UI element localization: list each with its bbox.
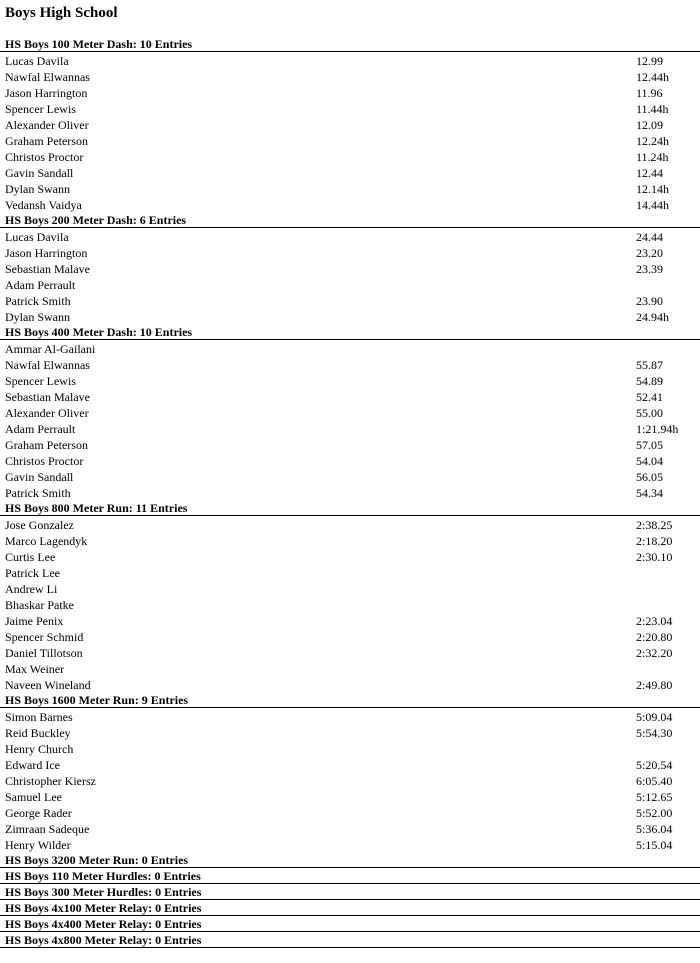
seed-mark: 56.05 bbox=[636, 470, 663, 484]
athlete-name: Adam Perrault bbox=[5, 422, 76, 436]
seed-mark: 54.04 bbox=[636, 454, 663, 468]
athlete-name: Andrew Li bbox=[5, 582, 58, 596]
seed-mark: 54.89 bbox=[636, 374, 663, 388]
entry-row bbox=[0, 357, 700, 373]
event-section bbox=[0, 213, 700, 325]
entry-row bbox=[0, 581, 700, 597]
event-section bbox=[0, 933, 700, 948]
seed-mark: 23.90 bbox=[636, 294, 663, 308]
athlete-name: Patrick Lee bbox=[5, 566, 60, 580]
athlete-name: Vedansh Vaidya bbox=[5, 198, 82, 212]
athlete-name: Gavin Sandall bbox=[5, 166, 74, 180]
athlete-name: George Rader bbox=[5, 806, 72, 820]
entry-row bbox=[0, 805, 700, 821]
event-header: HS Boys 4x800 Meter Relay: 0 Entries bbox=[0, 933, 700, 948]
athlete-name: Henry Church bbox=[5, 742, 74, 756]
athlete-name: Daniel Tillotson bbox=[5, 646, 83, 660]
entry-row bbox=[0, 181, 700, 197]
seed-mark: 6:05.40 bbox=[636, 774, 673, 788]
seed-mark: 2:49.80 bbox=[636, 678, 673, 692]
entry-row bbox=[0, 293, 700, 309]
seed-mark: 52.41 bbox=[636, 390, 663, 404]
seed-mark: 54.34 bbox=[636, 486, 663, 500]
entry-row bbox=[0, 773, 700, 789]
athlete-name: Alexander Oliver bbox=[5, 118, 89, 132]
entry-row bbox=[0, 53, 700, 69]
entry-row bbox=[0, 485, 700, 501]
seed-mark: 12.14h bbox=[636, 182, 669, 196]
seed-mark: 1:21.94h bbox=[636, 422, 679, 436]
athlete-name: Patrick Smith bbox=[5, 294, 71, 308]
entry-row bbox=[0, 101, 700, 117]
athlete-name: Edward Ice bbox=[5, 758, 60, 772]
seed-mark: 5:09.04 bbox=[636, 710, 673, 724]
entry-row bbox=[0, 85, 700, 101]
entry-row bbox=[0, 149, 700, 165]
entry-row bbox=[0, 229, 700, 245]
athlete-name: Spencer Lewis bbox=[5, 374, 76, 388]
entry-row bbox=[0, 165, 700, 181]
entry-row bbox=[0, 117, 700, 133]
entry-row bbox=[0, 421, 700, 437]
athlete-name: Alexander Oliver bbox=[5, 406, 89, 420]
athlete-name: Dylan Swann bbox=[5, 182, 70, 196]
athlete-name: Marco Lagendyk bbox=[5, 534, 88, 548]
seed-mark: 23.20 bbox=[636, 246, 663, 260]
entry-row bbox=[0, 405, 700, 421]
athlete-name: Lucas Davila bbox=[5, 230, 69, 244]
event-section bbox=[0, 901, 700, 916]
athlete-name: Gavin Sandall bbox=[5, 470, 74, 484]
athlete-name: Christos Proctor bbox=[5, 150, 84, 164]
seed-mark: 2:30.10 bbox=[636, 550, 673, 564]
entry-row bbox=[0, 437, 700, 453]
seed-mark: 5:20.54 bbox=[636, 758, 673, 772]
seed-mark: 5:52.00 bbox=[636, 806, 673, 820]
event-header: HS Boys 300 Meter Hurdles: 0 Entries bbox=[0, 885, 700, 900]
entry-row bbox=[0, 789, 700, 805]
entry-row bbox=[0, 645, 700, 661]
entry-row bbox=[0, 517, 700, 533]
athlete-name: Curtis Lee bbox=[5, 550, 56, 564]
seed-mark: 5:36.04 bbox=[636, 822, 673, 836]
entry-row bbox=[0, 533, 700, 549]
event-header: HS Boys 1600 Meter Run: 9 Entries bbox=[0, 693, 700, 708]
seed-mark: 14.44h bbox=[636, 198, 669, 212]
athlete-name: Zimraan Sadeque bbox=[5, 822, 90, 836]
seed-mark: 2:32.20 bbox=[636, 646, 673, 660]
athlete-name: Graham Peterson bbox=[5, 134, 88, 148]
seed-mark: 12.09 bbox=[636, 118, 663, 132]
seed-mark: 23.39 bbox=[636, 262, 663, 276]
seed-mark: 5:54.30 bbox=[636, 726, 673, 740]
event-section bbox=[0, 917, 700, 932]
athlete-name: Simon Barnes bbox=[5, 710, 73, 724]
athlete-name: Jason Harrington bbox=[5, 86, 88, 100]
entry-row bbox=[0, 837, 700, 853]
events-list bbox=[0, 37, 700, 949]
seed-mark: 24.44 bbox=[636, 230, 663, 244]
seed-mark: 57.05 bbox=[636, 438, 663, 452]
entry-row bbox=[0, 389, 700, 405]
athlete-name: Nawfal Elwannas bbox=[5, 358, 90, 372]
seed-mark: 12.24h bbox=[636, 134, 669, 148]
entry-row bbox=[0, 133, 700, 149]
athlete-name: Sebastian Malave bbox=[5, 262, 90, 276]
athlete-name: Henry Wilder bbox=[5, 838, 71, 852]
entry-row bbox=[0, 197, 700, 213]
athlete-name: Patrick Smith bbox=[5, 486, 71, 500]
seed-mark: 5:12.65 bbox=[636, 790, 673, 804]
seed-mark: 2:18.20 bbox=[636, 534, 673, 548]
event-header: HS Boys 4x100 Meter Relay: 0 Entries bbox=[0, 901, 700, 916]
seed-mark: 12.44h bbox=[636, 70, 669, 84]
athlete-name: Ammar Al-Gailani bbox=[5, 342, 96, 356]
seed-mark: 12.99 bbox=[636, 54, 663, 68]
seed-mark: 12.44 bbox=[636, 166, 663, 180]
entry-row bbox=[0, 725, 700, 741]
athlete-name: Lucas Davila bbox=[5, 54, 69, 68]
event-section bbox=[0, 325, 700, 501]
event-header: HS Boys 800 Meter Run: 11 Entries bbox=[0, 501, 700, 516]
seed-mark: 5:15.04 bbox=[636, 838, 673, 852]
entry-row bbox=[0, 613, 700, 629]
seed-mark: 2:23.04 bbox=[636, 614, 673, 628]
athlete-name: Graham Peterson bbox=[5, 438, 88, 452]
athlete-name: Jason Harrington bbox=[5, 246, 88, 260]
event-header: HS Boys 200 Meter Dash: 6 Entries bbox=[0, 213, 700, 228]
athlete-name: Bhaskar Patke bbox=[5, 598, 74, 612]
entry-row bbox=[0, 709, 700, 725]
entry-row bbox=[0, 69, 700, 85]
event-header: HS Boys 100 Meter Dash: 10 Entries bbox=[0, 37, 700, 52]
event-section bbox=[0, 869, 700, 884]
athlete-name: Christos Proctor bbox=[5, 454, 84, 468]
entry-row bbox=[0, 261, 700, 277]
athlete-name: Jaime Penix bbox=[5, 614, 64, 628]
entry-row bbox=[0, 629, 700, 645]
entry-row bbox=[0, 821, 700, 837]
seed-mark: 11.96 bbox=[636, 86, 663, 100]
entry-row bbox=[0, 661, 700, 677]
entry-row bbox=[0, 453, 700, 469]
seed-mark: 11.24h bbox=[636, 150, 669, 164]
entry-row bbox=[0, 373, 700, 389]
entry-row bbox=[0, 741, 700, 757]
event-section bbox=[0, 37, 700, 213]
seed-mark: 24.94h bbox=[636, 310, 669, 324]
event-section bbox=[0, 885, 700, 900]
athlete-name: Spencer Lewis bbox=[5, 102, 76, 116]
entry-row bbox=[0, 597, 700, 613]
athlete-name: Adam Perrault bbox=[5, 278, 76, 292]
event-section bbox=[0, 693, 700, 853]
entry-row bbox=[0, 757, 700, 773]
seed-mark: 55.87 bbox=[636, 358, 663, 372]
entry-row bbox=[0, 469, 700, 485]
seed-mark: 11.44h bbox=[636, 102, 669, 116]
seed-mark: 2:38.25 bbox=[636, 518, 673, 532]
event-header: HS Boys 4x400 Meter Relay: 0 Entries bbox=[0, 917, 700, 932]
entry-row bbox=[0, 565, 700, 581]
entry-row bbox=[0, 677, 700, 693]
entry-row bbox=[0, 549, 700, 565]
athlete-name: Jose Gonzalez bbox=[5, 518, 74, 532]
athlete-name: Samuel Lee bbox=[5, 790, 62, 804]
athlete-name: Dylan Swann bbox=[5, 310, 70, 324]
entry-row bbox=[0, 277, 700, 293]
entry-row bbox=[0, 309, 700, 325]
event-section bbox=[0, 853, 700, 868]
athlete-name: Sebastian Malave bbox=[5, 390, 90, 404]
entry-row bbox=[0, 245, 700, 261]
entry-row bbox=[0, 341, 700, 357]
event-header: HS Boys 110 Meter Hurdles: 0 Entries bbox=[0, 869, 700, 884]
athlete-name: Christopher Kiersz bbox=[5, 774, 96, 788]
athlete-name: Max Weiner bbox=[5, 662, 65, 676]
athlete-name: Spencer Schmid bbox=[5, 630, 84, 644]
event-header: HS Boys 400 Meter Dash: 10 Entries bbox=[0, 325, 700, 340]
athlete-name: Naveen Wineland bbox=[5, 678, 91, 692]
seed-mark: 55.00 bbox=[636, 406, 663, 420]
event-header: HS Boys 3200 Meter Run: 0 Entries bbox=[0, 853, 700, 868]
event-section bbox=[0, 501, 700, 693]
page-title: Boys High School bbox=[5, 5, 118, 21]
athlete-name: Nawfal Elwannas bbox=[5, 70, 90, 84]
seed-mark: 2:20.80 bbox=[636, 630, 673, 644]
athlete-name: Reid Buckley bbox=[5, 726, 71, 740]
